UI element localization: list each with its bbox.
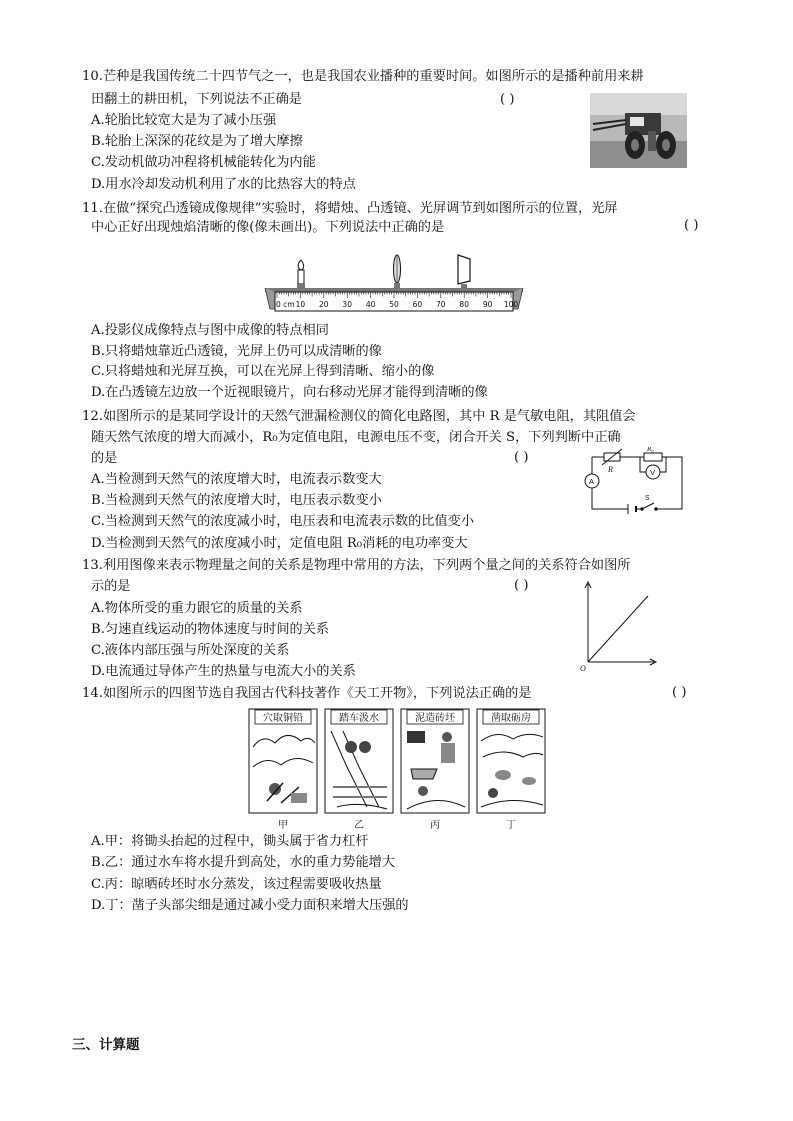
q10-stem-line-1: 10.芒种是我国传统二十四节气之一，也是我国农业播种的重要时间。如图所示的是播种前用来耕 [82,69,644,84]
graph-line [588,596,648,662]
q12-option-c: C.当检测到天然气的浓度减小时，电压表和电流表示数的比值变小 [91,514,475,529]
panel-bing-title: 泥造砖坯 [415,713,455,724]
label-v: V [650,468,656,477]
q14-option-a: A.甲：将锄头抬起的过程中，锄头属于省力杠杆 [91,834,369,849]
q11-answer-paren: ( ) [684,218,699,233]
q12-option-a: A.当检测到天然气的浓度增大时，电流表示数变大 [91,472,382,487]
panel-ding-caption: 丁 [506,820,516,831]
panel-jia-title: 穴取铜铅 [263,713,303,724]
label-r0: R₀ [647,447,654,453]
bench-tick-label: 60 [412,300,423,309]
tiller-photo [590,93,687,168]
proportional-graph [578,580,658,672]
label-r: R [608,465,613,474]
q13-answer-paren: ( ) [514,578,529,593]
tiangong-kaiwu-panels [247,707,549,831]
panel-yi-title: 踏车汲水 [339,713,379,724]
q13-option-c: C.液体内部压强与所处深度的关系 [91,643,290,658]
candle-icon [297,260,305,288]
light-screen-icon [458,255,470,288]
q12-option-b: B.当检测到天然气的浓度增大时，电压表示数变小 [91,493,382,508]
q14-option-c: C.丙：晾晒砖坯时水分蒸发，该过程需要吸收热量 [91,877,382,892]
q10-stem-line-2: 田翻土的耕田机，下列说法不正确是 [91,92,302,107]
q12-stem-line-1: 12.如图所示的是某同学设计的天然气泄漏检测仪的简化电路图，其中 R 是气敏电阻，其阻值会 [82,409,636,424]
q11-option-b: B.只将蜡烛靠近凸透镜，光屏上仍可以成清晰的像 [91,344,382,359]
q10-answer-paren: ( ) [500,92,515,107]
origin-label: O [580,664,586,672]
q12-option-d: D.当检测到天然气的浓度减小时，定值电阻 R₀消耗的电功率变大 [91,536,468,551]
label-s: S [645,495,650,502]
panel-ding-title: 凿取砺房 [491,713,531,724]
bench-tick-label: 30 [342,300,352,309]
q10-option-b: B.轮胎上深深的花纹是为了增大摩擦 [91,134,303,149]
bench-tick-label: 70 [436,300,446,309]
q12-answer-paren: ( ) [514,450,529,465]
q10-option-a: A.轮胎比较宽大是为了减小压强 [91,113,277,128]
q11-option-d: D.在凸透镜左边放一个近视眼镜片，向右移动光屏才能得到清晰的像 [91,385,488,400]
q13-option-a: A.物体所受的重力跟它的质量的关系 [91,601,303,616]
q12-stem-line-2: 随天然气浓度的增大而减小，R₀为定值电阻，电源电压不变，闭合开关 S，下列判断中正确 [91,430,621,445]
panel-yi-caption: 乙 [354,820,364,831]
q12-stem-line-3: 的是 [91,451,118,466]
q13-option-b: B.匀速直线运动的物体速度与时间的关系 [91,622,330,637]
q10-option-d: D.用水冷却发动机利用了水的比热容大的特点 [91,177,356,192]
q14-option-b: B.乙：通过水车将水提升到高处，水的重力势能增大 [91,855,396,870]
q10-option-c: C.发动机做功冲程将机械能转化为内能 [91,155,316,170]
fixed-resistor [644,453,662,461]
gas-detector-circuit-diagram [584,447,688,515]
q13-option-d: D.电流通过导体产生的热量与电流大小的关系 [91,664,356,679]
convex-lens-icon [394,255,401,288]
q14-stem-line-1: 14.如图所示的四图节选自我国古代科技著作《天工开物》，下列说法正确的是 [82,686,532,701]
section-title-calculation: 三、计算题 [72,1037,140,1053]
bench-tick-label: 80 [459,300,469,309]
bench-tick-label: 10 [295,300,306,309]
panel-jia-caption: 甲 [278,820,288,831]
bench-tick-label: 0 cm [276,300,295,309]
bench-tick-label: 20 [319,300,329,309]
label-a: A [589,477,595,486]
q14-option-d: D.丁：凿子头部尖细是通过减小受力面积来增大压强的 [91,898,409,913]
bench-tick-label: 50 [389,300,399,309]
q13-stem-line-2: 示的是 [91,579,131,594]
optical-bench-figure [262,253,528,319]
q11-option-a: A.投影仪成像特点与图中成像的特点相同 [91,323,329,338]
q11-option-c: C.只将蜡烛和光屏互换，可以在光屏上得到清晰、缩小的像 [91,364,435,379]
q11-stem-line-1: 11.在做“探究凸透镜成像规律”实验时，将蜡烛、凸透镜、光屏调节到如图所示的位置，光屏 [82,201,618,216]
bench-tick-label: 90 [482,300,493,309]
q14-answer-paren: ( ) [672,685,687,700]
panel-bing-caption: 丙 [430,820,440,831]
q11-stem-line-2: 中心正好出现烛焰清晰的像(像未画出)。下列说法中正确的是 [91,220,445,235]
bench-tick-label: 100 [503,300,519,309]
bench-tick-label: 40 [365,300,376,309]
q13-stem-line-1: 13.利用图像来表示物理量之间的关系是物理中常用的方法，下列两个量之间的关系符合如图所 [82,558,631,573]
